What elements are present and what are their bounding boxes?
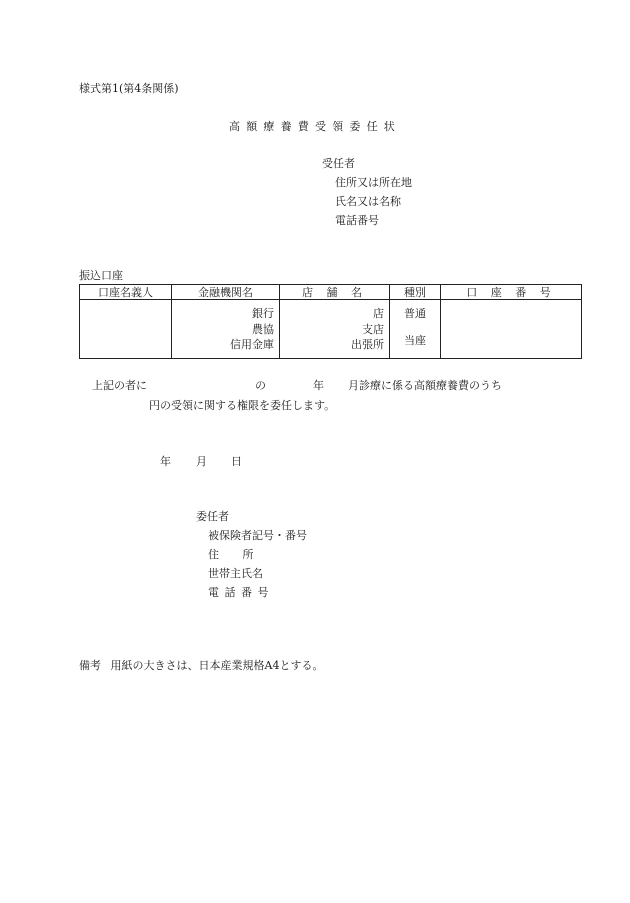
institution-type-agri-coop: 農協 xyxy=(252,322,274,336)
delegation-sentence-line1 xyxy=(92,380,552,392)
form-number-label: 様式第1(第4条関係) xyxy=(79,82,179,95)
column-header-branch: 店 舗 名 xyxy=(280,285,390,300)
entrusted-phone-label: 電話番号 xyxy=(335,214,379,227)
delegator-heading: 委任者 xyxy=(196,510,229,523)
date-year-label: 年 xyxy=(160,455,171,468)
institution-type-bank: 銀行 xyxy=(252,307,274,320)
bank-account-heading: 振込口座 xyxy=(79,269,123,282)
entrusted-address-label: 住所又は所在地 xyxy=(335,176,412,189)
account-type-cell[interactable] xyxy=(390,300,441,359)
account-type-ordinary: 普通 xyxy=(404,307,426,320)
table-row xyxy=(80,300,582,359)
date-month-label: 月 xyxy=(196,455,207,468)
sentence-year: 年 xyxy=(313,379,324,392)
column-header-institution: 金融機関名 xyxy=(172,285,280,300)
institution-cell[interactable] xyxy=(172,300,280,359)
column-header-account-number: 口 座 番 号 xyxy=(441,285,582,300)
document-title: 高額療養費受領委任状 xyxy=(229,120,401,133)
sentence-prefix: 上記の者に xyxy=(92,379,147,392)
branch-type-main: 店 xyxy=(373,307,384,320)
delegation-sentence-line2: 円の受領に関する権限を委任します。 xyxy=(149,399,336,412)
column-header-account-type: 種別 xyxy=(390,285,441,300)
table-header-row xyxy=(80,285,582,300)
account-number-cell[interactable] xyxy=(441,300,582,359)
sentence-suffix: 月診療に係る高額療養費のうち xyxy=(348,379,502,392)
branch-type-office: 出張所 xyxy=(351,338,384,351)
entrusted-party-heading: 受任者 xyxy=(322,157,355,170)
account-holder-cell[interactable] xyxy=(80,300,172,359)
householder-name-label: 世帯主氏名 xyxy=(208,567,263,580)
insured-number-label: 被保険者記号・番号 xyxy=(208,529,307,542)
paper-size-note: 備考 用紙の大きさは、日本産業規格A4とする。 xyxy=(79,659,324,672)
sentence-no: の xyxy=(255,379,266,392)
institution-type-credit-union: 信用金庫 xyxy=(230,338,274,351)
date-day-label: 日 xyxy=(231,455,242,468)
delegator-phone-label: 電 話 番 号 xyxy=(208,586,269,599)
account-type-current: 当座 xyxy=(404,334,426,347)
column-header-account-holder: 口座名義人 xyxy=(80,285,172,300)
branch-cell[interactable] xyxy=(280,300,390,359)
bank-account-table xyxy=(79,284,582,359)
branch-type-branch: 支店 xyxy=(362,322,384,336)
entrusted-name-label: 氏名又は名称 xyxy=(335,195,401,208)
delegator-address-label: 住 所 xyxy=(208,548,254,561)
